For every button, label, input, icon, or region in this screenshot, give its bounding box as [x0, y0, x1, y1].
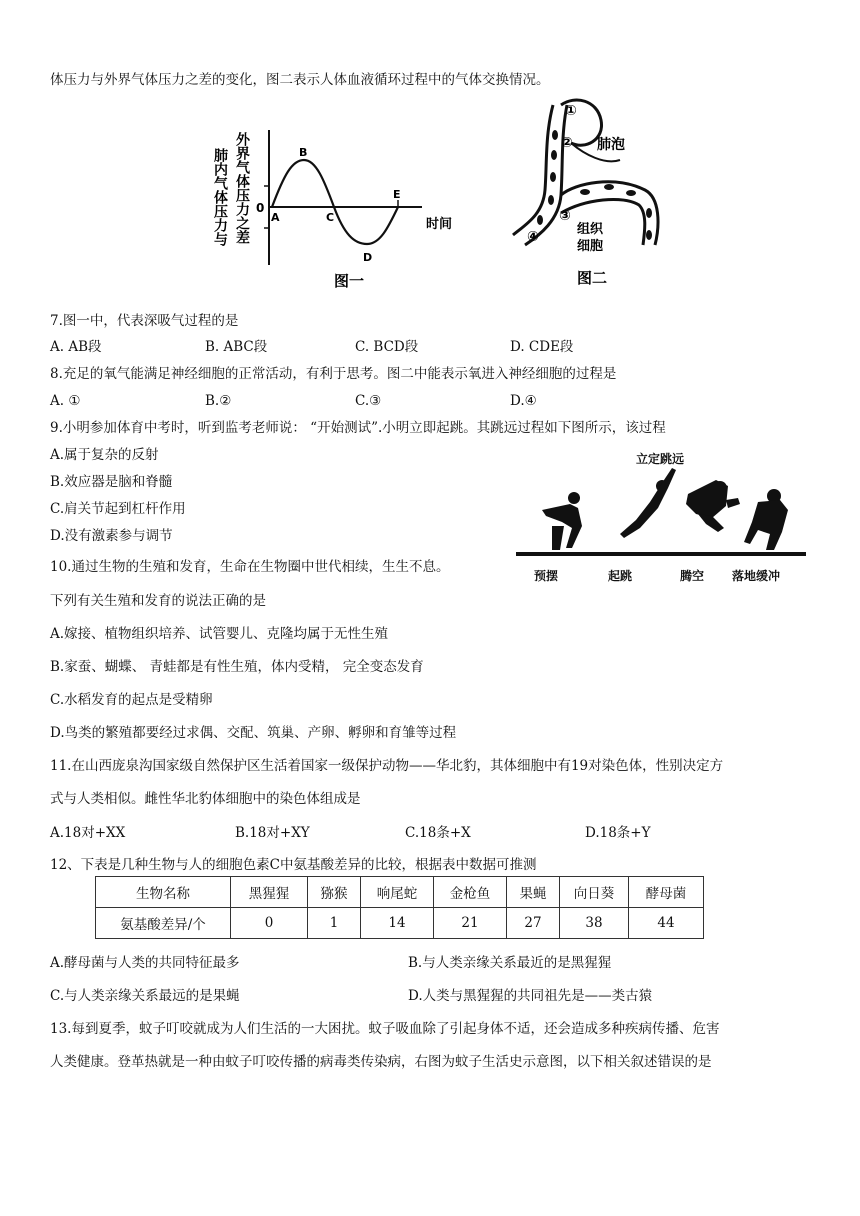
q11-option-a: A.18对+XX [50, 825, 126, 841]
jump-label-ready: 预摆 [534, 569, 559, 583]
fig2-alveolus-label: 肺泡 [597, 137, 625, 153]
standing-jump-figure [512, 448, 812, 588]
fig1-caption: 图一 [334, 272, 365, 290]
table-cell: 14 [361, 908, 434, 939]
q7-stem: 7.图一中，代表深吸气过程的是 [50, 313, 239, 329]
table-cell: 27 [507, 908, 560, 939]
q9-option-a: A.属于复杂的反射 [50, 447, 159, 463]
fig1-point-b: B [299, 146, 308, 159]
fig1-zero: 0 [256, 201, 265, 215]
fig1-point-a: A [271, 211, 280, 224]
table-cell: 氨基酸差异/个 [96, 908, 231, 939]
q9-option-c: C.肩关节起到杠杆作用 [50, 501, 186, 517]
table-cell: 21 [434, 908, 507, 939]
fig1-point-e: E [393, 188, 401, 201]
q12-option-b: B.与人类亲缘关系最近的是黑猩猩 [408, 955, 612, 971]
table-cell: 1 [308, 908, 361, 939]
q11-option-c: C.18条+X [405, 825, 471, 841]
jump-label-air: 腾空 [680, 569, 705, 583]
q8-option-c: C.③ [355, 393, 382, 409]
q12-stem: 12、下表是几种生物与人的细胞色素C中氨基酸差异的比较，根据表中数据可推测 [50, 857, 537, 873]
q7-option-a: A. AB段 [50, 339, 102, 355]
q10-option-b: B.家蚕、蝴蝶、 青蛙都是有性生殖，体内受精， 完全变态发育 [50, 659, 424, 675]
q11-stem-2: 式与人类相似。雌性华北豹体细胞中的染色体组成是 [50, 791, 361, 807]
table-header-cell: 猕猴 [308, 877, 361, 908]
fig1-point-d: D [363, 251, 373, 264]
table-header-cell: 响尾蛇 [361, 877, 434, 908]
fig1-ylabel-col1: 肺内气体压力与 [212, 148, 228, 246]
q9-option-b: B.效应器是脑和脊髓 [50, 474, 173, 490]
fig2-tissue-label-1: 组织 [577, 222, 604, 237]
q10-option-a: A.嫁接、植物组织培养、试管婴儿、克隆均属于无性生殖 [50, 626, 389, 642]
fig2-mark-2: ② [561, 135, 573, 151]
q9-stem: 9.小明参加体育中考时，听到监考老师说： “开始测试”.小明立即起跳。其跳远过程如下图所示，该过程 [50, 420, 666, 436]
q10-option-c: C.水稻发育的起点是受精卵 [50, 692, 213, 708]
q10-stem-1: 10.通过生物的生殖和发育，生命在生物圈中世代相续，生生不息。 [50, 559, 450, 575]
q11-option-b: B.18对+XY [235, 825, 310, 841]
jump-figure-title: 立定跳远 [636, 452, 685, 466]
fig1-curve [272, 160, 398, 244]
q8-option-a: A. ① [50, 393, 81, 409]
q12-option-d: D.人类与黑猩猩的共同祖先是——类古猿 [408, 988, 653, 1004]
q8-option-b: B.② [205, 393, 232, 409]
table-header-cell: 黑猩猩 [231, 877, 308, 908]
q12-option-a: A.酵母菌与人类的共同特征最多 [50, 955, 240, 971]
q11-option-d: D.18条+Y [585, 825, 651, 841]
figure-2-diagram [505, 95, 665, 290]
q12-option-c: C.与人类亲缘关系最远的是果蝇 [50, 988, 240, 1004]
q9-option-d: D.没有激素参与调节 [50, 528, 173, 544]
q10-option-d: D.鸟类的繁殖都要经过求偶、交配、筑巢、产卵、孵卵和育雏等过程 [50, 725, 457, 741]
fig2-mark-4: ④ [527, 229, 539, 245]
fig2-caption: 图二 [577, 269, 608, 287]
fig1-point-c: C [326, 211, 335, 224]
fig1-ylabel-col2: 外界气体压力之差 [234, 132, 250, 244]
q7-option-c: C. BCD段 [355, 339, 419, 355]
figure-1-graph [212, 120, 472, 290]
fig2-mark-3: ③ [559, 208, 571, 224]
table-header-cell: 向日葵 [560, 877, 629, 908]
jump-label-takeoff: 起跳 [608, 569, 633, 583]
table-header-cell: 生物名称 [96, 877, 231, 908]
table-header-row [96, 877, 704, 908]
q7-option-b: B. ABC段 [205, 339, 268, 355]
q8-stem: 8.充足的氧气能满足神经细胞的正常活动，有利于思考。图二中能表示氧进入神经细胞的过程是 [50, 366, 617, 382]
figure-1 [212, 120, 472, 290]
table-cell: 44 [629, 908, 704, 939]
jump-label-landing: 落地缓冲 [732, 569, 781, 583]
q7-option-d: D. CDE段 [510, 339, 574, 355]
table-row [96, 908, 704, 939]
table-header-cell: 酵母菌 [629, 877, 704, 908]
table-cell: 38 [560, 908, 629, 939]
q10-stem-2: 下列有关生殖和发育的说法正确的是 [50, 593, 266, 609]
table-header-cell: 果蝇 [507, 877, 560, 908]
fig2-mark-1: ① [565, 103, 577, 119]
table-cell: 0 [231, 908, 308, 939]
figure-2 [505, 95, 665, 290]
q13-stem-1: 13.每到夏季，蚊子叮咬就成为人们生活的一大困扰。蚊子吸血除了引起身体不适，还会造成多种疾病传播、危害 [50, 1021, 720, 1037]
fig2-tissue-label-2: 细胞 [577, 239, 604, 254]
intro-text: 体压力与外界气体压力之差的变化，图二表示人体血液循环过程中的气体交换情况。 [50, 72, 550, 88]
amino-acid-table [95, 876, 704, 939]
table-header-cell: 金枪鱼 [434, 877, 507, 908]
q8-option-d: D.④ [510, 393, 537, 409]
fig1-xlabel: 时间 [426, 217, 453, 232]
q13-stem-2: 人类健康。登革热就是一种由蚊子叮咬传播的病毒类传染病，右图为蚊子生活史示意图，以下相关叙述错误的是 [50, 1054, 712, 1070]
q11-stem-1: 11.在山西庞泉沟国家级自然保护区生活着国家一级保护动物——华北豹，其体细胞中有19对染色体，性别决定方 [50, 758, 724, 774]
